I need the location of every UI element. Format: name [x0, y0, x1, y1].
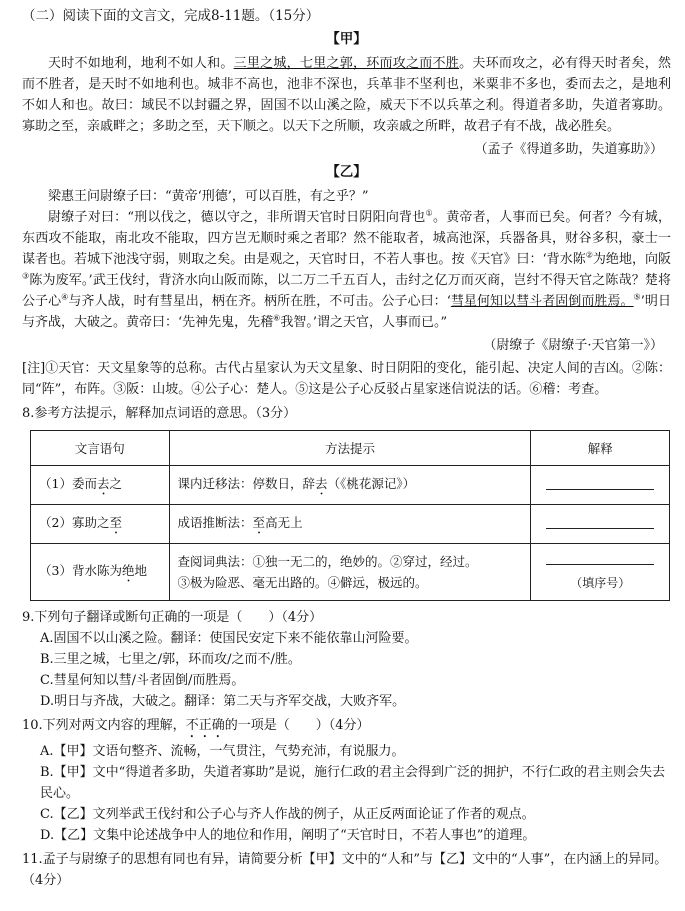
method-cell: 成语推断法：至高无上	[169, 505, 531, 544]
table-row	[31, 505, 670, 544]
answer-blank[interactable]	[531, 466, 670, 505]
term-cell: （2）寡助之至	[31, 505, 170, 544]
passage-yi-heading: 【乙】	[326, 164, 367, 180]
method-cell: 查阅词典法：①独一无二的，绝妙的。②穿过，经过。 ③极为险恶、毫无出路的。④僻远，极远的。	[169, 544, 531, 601]
yi-text-e: 与齐人战，时有彗星出，柄在齐。柄所在胜，不可击。公子心曰：‘	[68, 294, 451, 309]
yi-text-c: 为绝地，向阪	[592, 252, 671, 267]
yi-text-b: 。黄帝者，人事而已矣。何者？今有城，东西攻不能取，南北攻不能取，四方岂无顺时乘之者耶？然不能取者，城高池深，兵器备具，财谷多积，豪士一谋者也。若城下池浅守弱，则取之矣。由是观之，天官时日，不若人事也。按《天官》曰：‘背水陈	[22, 210, 671, 267]
yi-text-g: 我智。’谓之天官，人事而已。”	[280, 315, 448, 330]
passage-yi-question: 梁惠王问尉缭子曰：“黄帝‘刑德’，可以百胜，有之乎？”	[48, 189, 369, 204]
yi-text-d: 陈为废军。’武王伐纣，背济水向山阪而陈，以二万二千五百人，击纣之亿万而灭商，岂纣不得天官之陈哉？楚将公子心	[22, 273, 672, 309]
q10-option-d[interactable]: D.【乙】文集中论述战争中人的地位和作用，阐明了“天官时日，不若人事也”的道理。	[40, 828, 536, 843]
question-10-stem: 10.下列对两文内容的理解，不正确的一项是（ ）（4分）	[22, 718, 370, 733]
table-header: 文言语句	[31, 431, 170, 466]
note-marker-3: ③	[22, 271, 30, 281]
q9-option-a[interactable]: A.固国不以山溪之险。翻译：使国民安定下来不能依靠山河险要。	[40, 631, 418, 646]
question-11-stem: 11.孟子与尉缭子的思想有同也有异，请简要分析【甲】文中的“人和”与【乙】文中的“人事”，在内涵上的异同。（4分）	[22, 852, 668, 888]
question-8-table	[30, 430, 670, 601]
section-title: （二）阅读下面的文言文，完成8-11题。（15分）	[22, 8, 320, 24]
note-marker-2: ②	[585, 250, 593, 260]
q10-option-a[interactable]: A.【甲】文语句整齐、流畅，一气贯注，气势充沛，有说服力。	[40, 744, 405, 759]
q9-option-d[interactable]: D.明日与齐战，大破之。翻译：第二天与齐军交战，大败齐军。	[40, 694, 406, 709]
table-header-row	[31, 431, 670, 466]
dotted-word: 至	[109, 514, 122, 530]
dotted-word: 去	[315, 475, 328, 491]
q10-option-b[interactable]: B.【甲】文中“得道者多助，失道者寡助”是说，施行仁政的君主会得到广泛的拥护，不行仁政的君主则会失去民心。	[40, 765, 665, 801]
passage-jia-text	[22, 53, 671, 137]
dotted-word: 至	[252, 514, 266, 530]
jia-text-b: 。夫环而攻之，必有得天时者矣，然而不胜者，是天时不如地利也。城非不高也，池非不深也，兵革非不坚利也，米粟非不多也，委而去之，是地利不如人和也。故曰：域民不以封疆之界，固国不以山溪之险，威天下不以兵革之利。得道者多助，失道者寡助。寡助之至，亲戚畔之；多助之至，天下顺之。以天下之所顺，攻亲戚之所畔，故君子有不战，战必胜矣。	[22, 56, 671, 134]
table-header: 方法提示	[169, 431, 531, 466]
q9-option-c[interactable]: C.彗星何知以彗/斗者固倒/而胜焉。	[40, 673, 245, 688]
annotations: [注]①天官：天文星象等的总称。古代占星家认为天文星象、时日阴阳的变化，能引起、决定人间的吉凶。②陈：同“阵”，布阵。③阪：山坡。④公子心：楚人。⑤这是公子心反驳占星家迷信说法的话。⑥稽：考查。	[22, 361, 671, 397]
term-cell: （3）背水陈为绝地	[31, 544, 170, 601]
dotted-word: 去	[96, 475, 110, 491]
answer-blank[interactable]	[531, 544, 670, 601]
method-cell: 课内迁移法：停数日，辞去（《桃花源记》）	[169, 466, 531, 505]
jia-underlined-sentence: 三里之城，七里之郭，环而攻之而不胜	[233, 56, 460, 71]
question-9-stem: 9.下列句子翻译或断句正确的一项是（ ）（4分）	[22, 610, 323, 625]
yi-underlined-sentence: 彗星何知以彗斗者固倒而胜焉。	[450, 294, 634, 309]
passage-jia-heading: 【甲】	[326, 31, 367, 47]
note-marker-6: ⑥	[273, 313, 281, 323]
term-cell: （1）委而去之	[31, 466, 170, 505]
answer-blank[interactable]	[531, 505, 670, 544]
q10-option-c[interactable]: C.【乙】文列举武王伐纣和公子心与齐人作战的例子，从正反两面论证了作者的观点。	[40, 807, 535, 822]
jia-text-a: 天时不如地利，地利不如人和。	[48, 56, 234, 71]
note-marker-4: ④	[61, 292, 69, 302]
yi-text-a: 尉缭子对曰：“刑以伐之，德以守之，非所谓天官时日阴阳向背也	[48, 210, 426, 225]
passage-jia-source: （孟子《得道多助，失道寡助》）	[474, 142, 663, 157]
passage-yi-text	[22, 207, 671, 333]
answer-hint: （填序号）	[570, 576, 631, 590]
note-marker-1: ①	[425, 208, 433, 218]
yi-text-f: ’明日与齐战，大破之。黄帝曰：‘先神先鬼，先稽	[22, 294, 671, 330]
table-row	[31, 466, 670, 505]
table-header: 解释	[531, 431, 670, 466]
note-marker-5: ⑤	[633, 292, 641, 302]
passage-yi-source: （尉缭子《尉缭子·天官第一》）	[483, 338, 663, 353]
table-row	[31, 544, 670, 601]
dotted-word: 绝	[121, 562, 135, 578]
question-8-stem: 8.参考方法提示，解释加点词语的意思。（3分）	[22, 406, 297, 421]
q9-option-b[interactable]: B.三里之城，七里之/郭，环而攻/之而不/胜。	[40, 652, 301, 667]
dotted-word: 不正确	[185, 718, 225, 733]
